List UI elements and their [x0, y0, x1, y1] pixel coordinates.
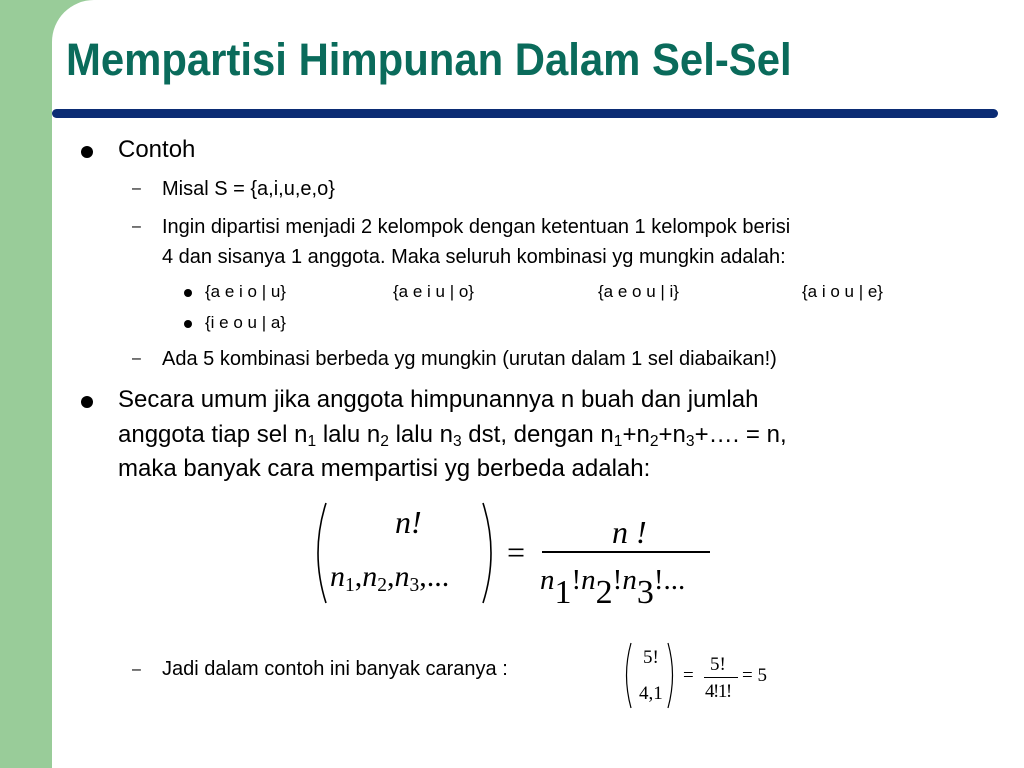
small-bullet-dot: [184, 320, 192, 328]
bullet-secara-line1: Secara umum jika anggota himpunannya n buah dan jumlah: [118, 386, 759, 413]
example-bottom: 4,1: [639, 683, 663, 704]
combo-item: {a e i u | o}: [393, 282, 474, 301]
combo-item: {a i o u | e}: [802, 282, 883, 301]
example-numerator: 5!: [710, 654, 726, 675]
formula-top: n!: [395, 504, 422, 540]
slide-title: Mempartisi Himpunan Dalam Sel-Sel: [66, 34, 792, 85]
formula-denominator: n1!n2!n3!...: [540, 564, 686, 611]
example-top: 5!: [643, 647, 659, 668]
dash-marker: –: [132, 661, 141, 678]
bullet-secara-line2: anggota tiap sel $n_1$ lalu $n_2$ lalu $n_3$ dst, dengan $n_1+n_2+n_3+\dots$. = n,: [118, 421, 787, 450]
sub-bullet-jadi: Jadi dalam contoh ini banyak caranya :: [162, 658, 508, 680]
example-fraction-bar: [704, 677, 738, 678]
sub-bullet-ingin-line1: Ingin dipartisi menjadi 2 kelompok dengan ketentuan 1 kelompok berisi: [162, 216, 791, 238]
sub-bullet-ingin-line2: 4 dan sisanya 1 anggota. Maka seluruh kombinasi yg mungkin adalah:: [162, 246, 786, 268]
combo-item: {a e i o | u}: [205, 282, 286, 301]
multinomial-formula: [310, 500, 730, 615]
sub-bullet-misal: Misal S = {a,i,u,e,o}: [162, 178, 335, 200]
formula-equals: =: [507, 534, 526, 570]
example-result: = 5: [742, 665, 767, 686]
dash-marker: –: [132, 180, 141, 197]
bullet-secara-line3: maka banyak cara mempartisi yg berbeda adalah:: [118, 455, 651, 482]
bullet-contoh: Contoh: [118, 136, 196, 163]
example-equals: =: [683, 665, 694, 686]
example-formula: [622, 640, 782, 712]
small-bullet-dot: [184, 289, 192, 297]
sub-bullet-ada: Ada 5 kombinasi berbeda yg mungkin (urutan dalam 1 sel diabaikan!): [162, 348, 777, 370]
title-underline: [52, 109, 998, 118]
combo-item: {a e o u | i}: [598, 282, 679, 301]
bullet-dot: [81, 396, 93, 408]
dash-marker: –: [132, 350, 141, 367]
combo-item: {i e o u | a}: [205, 313, 286, 332]
fraction-bar: [542, 551, 710, 553]
bullet-dot: [81, 146, 93, 158]
formula-numerator: n !: [612, 514, 647, 550]
example-denominator: 4!1!: [705, 681, 731, 702]
formula-bottom: $n_1,n_2,n_3$,...: [330, 560, 450, 596]
dash-marker: –: [132, 218, 141, 235]
green-left-bar: [0, 0, 52, 768]
